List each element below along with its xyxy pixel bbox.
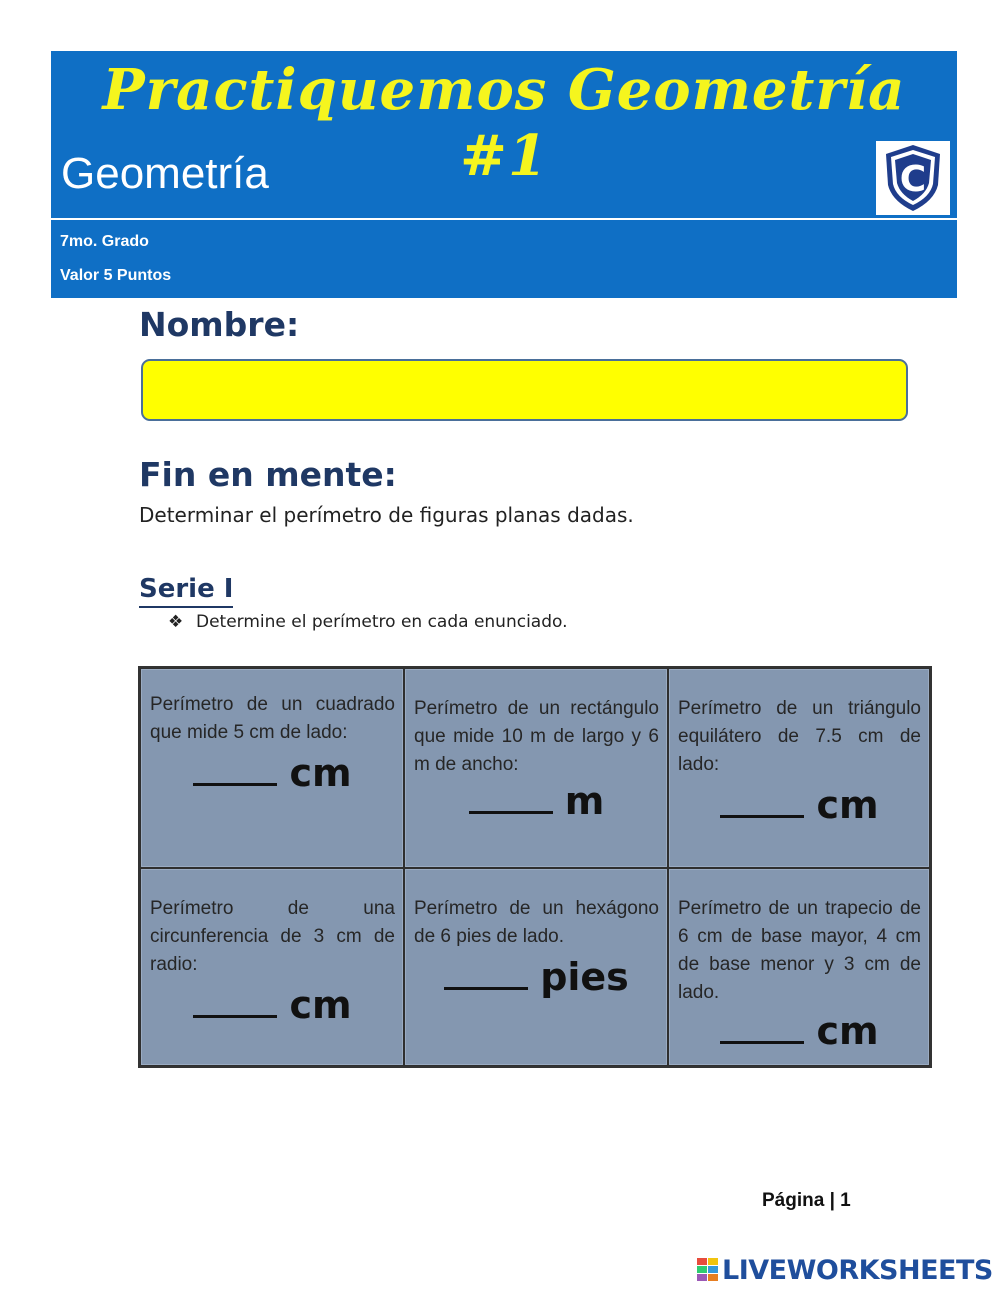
answer-line — [150, 751, 395, 795]
goal-heading: Fin en mente: — [139, 455, 397, 494]
name-label: Nombre: — [139, 305, 300, 344]
grade-label: 7mo. Grado — [60, 233, 149, 250]
header-banner — [51, 51, 957, 298]
answer-blank[interactable] — [720, 785, 804, 818]
answer-unit: pies — [540, 955, 629, 999]
liveworksheets-text: LIVEWORKSHEETS — [722, 1254, 993, 1286]
answer-blank[interactable] — [469, 781, 553, 814]
answer-blank[interactable] — [720, 1011, 804, 1044]
goal-text: Determinar el perímetro de figuras planas dadas. — [139, 503, 634, 527]
problem-text: Perímetro de un hexágono de 6 pies de lado. — [414, 898, 659, 947]
answer-line — [678, 1009, 921, 1053]
problem-cell — [404, 868, 668, 1066]
problem-cell — [668, 668, 930, 868]
name-input[interactable] — [141, 359, 908, 421]
page-number: Página | 1 — [762, 1190, 851, 1211]
problem-text: Perímetro de un trapecio de 6 cm de base mayor, 4 cm de base menor y 3 cm de lado. — [678, 898, 921, 1003]
answer-line — [414, 779, 659, 823]
school-logo-icon — [876, 141, 950, 215]
problem-cell — [404, 668, 668, 868]
answer-blank[interactable] — [193, 985, 277, 1018]
answer-line — [678, 783, 921, 827]
answer-line — [414, 955, 659, 999]
problem-text: Perímetro de un cuadrado que mide 5 cm de lado: — [150, 694, 395, 743]
points-label: Valor 5 Puntos — [60, 267, 172, 284]
instruction — [168, 612, 568, 632]
series-heading: Serie I — [139, 574, 233, 608]
problems-table — [138, 666, 932, 1068]
answer-line — [150, 983, 395, 1027]
logo-letter: C — [899, 159, 927, 200]
liveworksheets-logo-icon — [697, 1258, 719, 1282]
diamond-bullet-icon: ❖ — [168, 612, 184, 632]
answer-blank[interactable] — [444, 957, 528, 990]
liveworksheets-brand[interactable] — [697, 1254, 993, 1286]
instruction-text: Determine el perímetro en cada enunciado. — [196, 612, 568, 632]
problem-text: Perímetro de una circunferencia de 3 cm de radio: — [150, 898, 395, 975]
header-divider — [51, 218, 957, 220]
answer-unit: cm — [289, 983, 352, 1027]
problem-cell — [668, 868, 930, 1066]
problem-cell — [140, 868, 404, 1066]
worksheet-title: Practiquemos Geometría #1 — [102, 57, 906, 189]
answer-unit: cm — [289, 751, 352, 795]
subject-title: Geometría — [61, 149, 269, 198]
problem-cell — [140, 668, 404, 868]
answer-unit: cm — [816, 783, 879, 827]
problem-text: Perímetro de un rectángulo que mide 10 m de largo y 6 m de ancho: — [414, 698, 659, 775]
problem-text: Perímetro de un triángulo equilátero de 7.5 cm de lado: — [678, 698, 921, 775]
answer-blank[interactable] — [193, 753, 277, 786]
answer-unit: m — [564, 779, 605, 823]
answer-unit: cm — [816, 1009, 879, 1053]
